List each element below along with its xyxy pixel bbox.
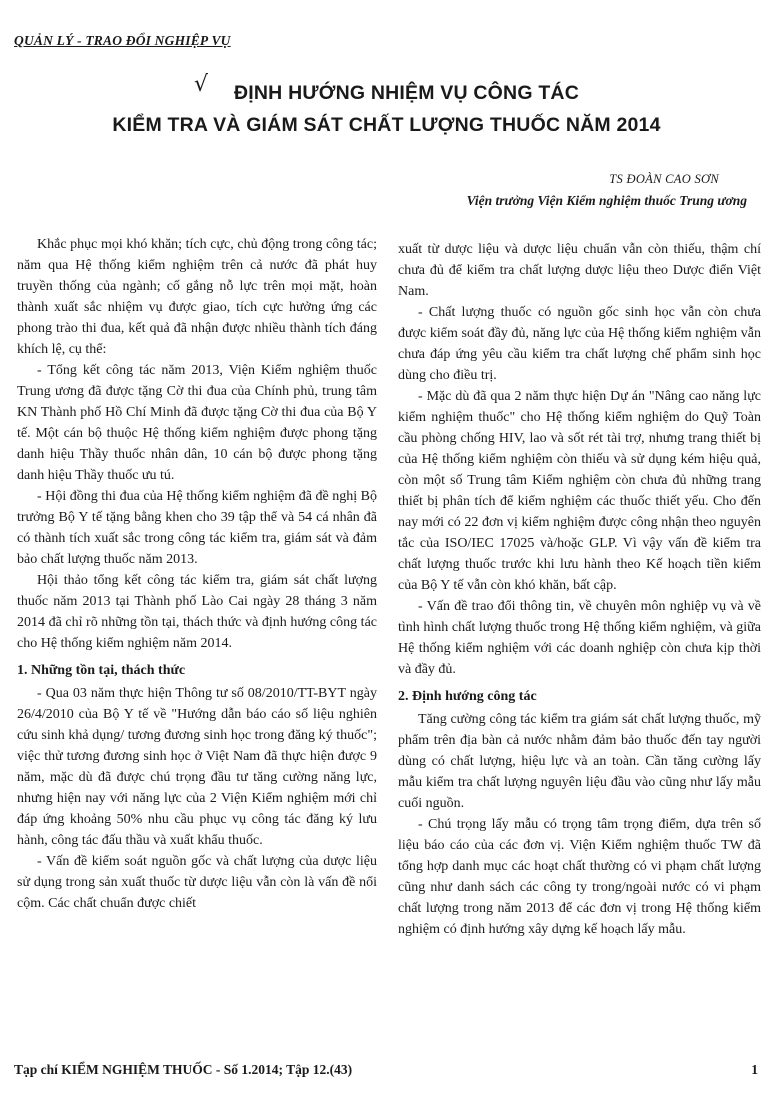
paragraph: Hội thảo tổng kết công tác kiểm tra, giám sát chất lượng thuốc năm 2013 tại Thành phố Lào Cai ngày 28 tháng 3 năm 2014 đã chỉ rõ những tồn tại, thách thức và định hướng công tác cho Hệ thống kiểm nghiệm năm 2014. xyxy=(17,573,377,651)
left-column xyxy=(17,234,377,914)
page-number: 1 xyxy=(751,1062,758,1077)
paragraph: xuất từ dược liệu và dược liệu chuẩn vẫn còn thiếu, thậm chí chưa đủ để kiểm tra chất lượng dược liệu theo Dược điển Việt Nam. xyxy=(398,242,761,299)
paragraph: - Chú trọng lấy mẫu có trọng tâm trọng điểm, dựa trên số liệu báo cáo của các đơn vị. Viện Kiểm nghiệm thuốc TW đã tổng hợp danh mục các hoạt chất thường có vi phạm chất lượng cũng như danh sách các công ty trong/ngoài nước có vi phạm chất lượng trong năm 2013 để các đơn vị trong Hệ thống kiểm nghiệm có định hướng xây dựng kế hoạch lấy mẫu. xyxy=(398,817,761,937)
paragraph: - Hội đồng thi đua của Hệ thống kiểm nghiệm đã đề nghị Bộ trưởng Bộ Y tế tặng bằng khen cho 39 tập thể và 54 cá nhân đã có thành tích xuất sắc trong công tác kiểm tra, giám sát và đảm bảo chất lượng thuốc năm 2013. xyxy=(17,489,377,567)
paragraph: Tăng cường công tác kiểm tra giám sát chất lượng thuốc, mỹ phẩm trên địa bàn cả nước nhằm đảm bảo thuốc đến tay người dùng có chất lượng, hiệu lực và an toàn. Cần tăng cường lấy mẫu kiểm tra chất lượng nguyên liệu đầu vào cũng như lấy mẫu cuối nguồn. xyxy=(398,712,761,811)
paragraph: - Mặc dù đã qua 2 năm thực hiện Dự án "Nâng cao năng lực kiểm nghiệm thuốc" cho Hệ thống kiểm nghiệm do Quỹ Toàn cầu phòng chống HIV, lao và sốt rét tài trợ, nhưng trang thiết bị của Hệ thống kiểm nghiệm còn thiếu và sử dụng kém hiệu quả, còn một số Trung tâm Kiểm nghiệm còn chưa đủ những trang thiết bị phân tích để kiểm nghiệm các thuốc thiết yếu. Cho đến nay mới có 22 đơn vị kiểm nghiệm được công nhận theo nguyên tắc của ISO/IEC 17025 và/hoặc GLP. Vì vậy vấn đề kiểm tra chất lượng thuốc trước khi lưu hành theo Kế hoạch tiền kiểm của Bộ Y tế vẫn còn khó khăn, bất cập. xyxy=(398,389,761,593)
paragraph: Khắc phục mọi khó khăn; tích cực, chủ động trong công tác; năm qua Hệ thống kiểm nghiệm trên cả nước đã phát huy truyền thống của ngành; cố gắng nỗ lực trên mọi mặt, hoàn thành xuất sắc nhiệm vụ được giao, tích cực hưởng ứng các phong trào thi đua, kết quả đã nhận được nhiều thành tích đáng khích lệ, cụ thể: xyxy=(17,237,377,357)
section-heading: 2. Định hướng công tác xyxy=(398,689,537,704)
article-title-line-2: KIỂM TRA VÀ GIÁM SÁT CHẤT LƯỢNG THUỐC NĂM 2014 xyxy=(112,114,661,136)
journal-footer: Tạp chí KIỂM NGHIỆM THUỐC - Số 1.2014; Tập 12.(43) xyxy=(14,1062,353,1077)
paragraph: - Qua 03 năm thực hiện Thông tư số 08/2010/TT-BYT ngày 26/4/2010 của Bộ Y tế về "Hướng dẫn báo cáo số liệu nghiên cứu sinh khả dụng/ tương đương sinh học trong đăng ký thuốc"; việc thử tương đương sinh học ở Việt Nam đã thực hiện được 9 năm, mặc dù đã được chú trọng đầu tư tăng cường năng lực, nhưng hiện nay với năng lực của 2 Viện Kiểm nghiệm mới chỉ đáp ứng khoảng 50% nhu cầu phục vụ công tác đăng ký lưu hành, công tác đấu thầu và xuất khẩu thuốc. xyxy=(17,686,377,848)
article-title-line-1: ĐỊNH HƯỚNG NHIỆM VỤ CÔNG TÁC xyxy=(234,82,579,104)
section-label: QUẢN LÝ - TRAO ĐỔI NGHIỆP VỤ xyxy=(14,33,231,48)
paragraph: - Tổng kết công tác năm 2013, Viện Kiểm nghiệm thuốc Trung ương đã được tặng Cờ thi đua của Chính phủ, trung tâm KN Thành phố Hồ Chí Minh đã được tặng Cờ thi đua của Bộ Y tế. Một cán bộ thuộc Hệ thống kiểm nghiệm được phong tặng danh hiệu Thầy thuốc nhân dân, 10 cán bộ được phong tặng danh hiệu Thầy thuốc ưu tú. xyxy=(17,363,377,483)
handwritten-check-mark: √ xyxy=(194,72,209,97)
author-name: TS ĐOÀN CAO SƠN xyxy=(609,172,719,186)
author-affiliation: Viện trưởng Viện Kiểm nghiệm thuốc Trung ương xyxy=(466,193,747,208)
paragraph: - Chất lượng thuốc có nguồn gốc sinh học vẫn còn chưa được kiểm soát đầy đủ, năng lực của Hệ thống kiểm nghiệm vẫn chưa đáp ứng yêu cầu kiểm tra chất lượng chế phẩm sinh học dùng cho điều trị. xyxy=(398,305,761,383)
section-heading: 1. Những tồn tại, thách thức xyxy=(17,663,186,678)
paragraph: - Vấn đề trao đổi thông tin, về chuyên môn nghiệp vụ và về tình hình chất lượng thuốc trong Hệ thống kiểm nghiệm, và giữa Hệ thống kiểm nghiệm với các doanh nghiệp còn chưa kịp thời và đầy đủ. xyxy=(398,599,761,677)
right-column xyxy=(398,239,761,940)
paragraph: - Vấn đề kiểm soát nguồn gốc và chất lượng của dược liệu sử dụng trong sản xuất thuốc từ dược liệu vẫn còn là vấn đề nổi cộm. Các chất chuẩn được chiết xyxy=(17,854,377,911)
